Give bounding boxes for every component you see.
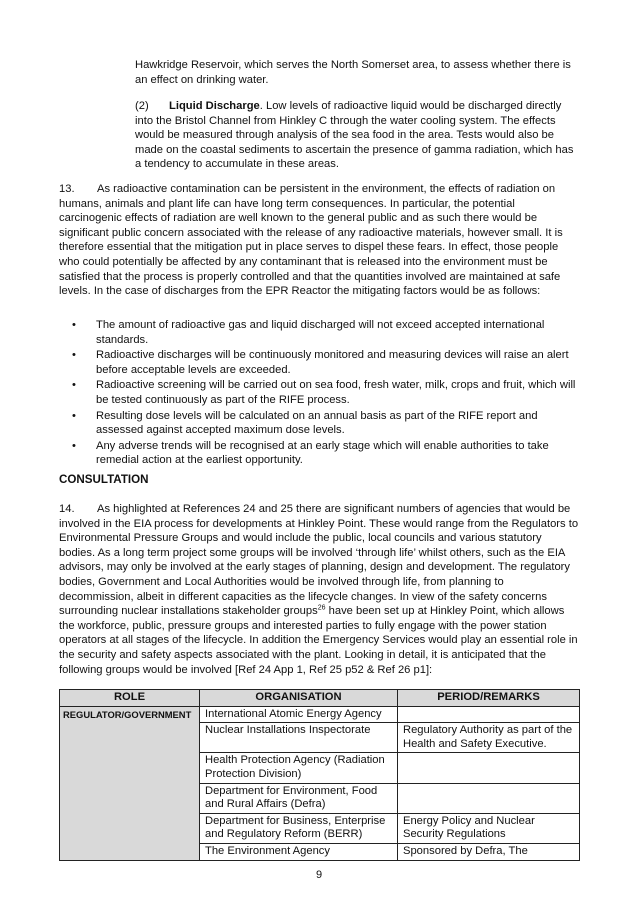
organisation-cell: Nuclear Installations Inspectorate xyxy=(200,723,398,753)
organisation-cell: Department for Business, Enterprise and Regulatory Reform (BERR) xyxy=(200,813,398,843)
mitigation-list xyxy=(59,318,579,469)
table-row xyxy=(60,706,580,723)
remarks-cell xyxy=(398,783,580,813)
section-heading: CONSULTATION xyxy=(59,473,149,486)
list-item: • Any adverse trends will be recognised at an early stage which will enable authorities to take remedial action at the earliest opportunity. xyxy=(72,439,549,467)
bullet-icon: • xyxy=(72,379,76,392)
item-number: (2) xyxy=(135,100,149,112)
organisation-cell: International Atomic Energy Agency xyxy=(200,706,398,723)
column-header-remarks: PERIOD/REMARKS xyxy=(398,690,580,707)
liquid-discharge-paragraph xyxy=(135,99,575,172)
paragraph-number: 14. xyxy=(59,503,75,515)
bullet-icon: • xyxy=(72,349,76,362)
table-header-row xyxy=(60,690,580,707)
item-title: Liquid Discharge xyxy=(169,100,260,112)
page-number: 9 xyxy=(315,869,323,881)
bullet-icon: • xyxy=(72,409,76,422)
bullet-icon: • xyxy=(72,319,76,331)
intro-paragraph: Hawkridge Reservoir, which serves the North Somerset area, to assess whether there is an effect on drinking water. xyxy=(135,59,571,86)
list-item: • Resulting dose levels will be calculated on an annual basis as part of the RIFE report and assessed against accepted maximum dose levels. xyxy=(72,409,538,437)
paragraph-14 xyxy=(59,502,579,677)
remarks-cell: Energy Policy and Nuclear Security Regulations xyxy=(398,813,580,843)
remarks-cell: Regulatory Authority as part of the Health and Safety Executive. xyxy=(398,723,580,753)
paragraph-text: As radioactive contamination can be persistent in the environment, the effects of radiation on humans, animals and plant life can have long term consequences. In particular, the potential carcinogenic effects of radiation are well known to the general public and as such there would be significant public concern associated with the release of any radioactive materials, however small. It is therefore essential that the mitigation put in place serves to dispel these fears. In effect, those people who could potentially be affected by any contaminant that is released into the environment must be satisfied that the process is properly controlled and that the quantities involved are maintained at safe levels. In the case of discharges from the EPR Reactor the mitigating factors would be as follows: xyxy=(59,183,563,298)
paragraph-text: As highlighted at References 24 and 25 there are significant numbers of agencies that would be involved in the EIA process for developments at Hinkley Point. These would range from the Regulators to Environmental Pressure Groups and would include the public, local councils and various statutory bodies. As a long term project some groups will be involved ‘through life’ whilst others, such as the EIA advisors, may only be involved at the early stages of planning, design and development. The regulatory bodies, Government and Local Authorities would be involved through life, from planning to decommission, albeit in different capacities as the lifecycle changes. In view of the safety concerns surrounding nuclear installations stakeholder groups xyxy=(59,503,579,618)
list-item: • The amount of radioactive gas and liquid discharged will not exceed accepted international standards. xyxy=(72,319,545,346)
remarks-cell xyxy=(398,753,580,783)
reference-superscript: 26 xyxy=(317,604,326,612)
role-cell: REGULATOR/GOVERNMENT xyxy=(60,706,200,860)
remarks-cell xyxy=(398,706,580,723)
paragraph-number: 13. xyxy=(59,183,75,195)
column-header-organisation: ORGANISATION xyxy=(200,690,398,707)
list-item: • Radioactive discharges will be continuously monitored and measuring devices will raise an alert before acceptable levels are exceeded. xyxy=(72,349,569,376)
column-header-role: ROLE xyxy=(60,690,200,707)
organisation-cell: Health Protection Agency (Radiation Protection Division) xyxy=(200,753,398,783)
organisation-cell: The Environment Agency xyxy=(200,843,398,860)
bullet-icon: • xyxy=(72,439,76,452)
item-text: . Low levels of radioactive liquid would be discharged directly into the Bristol Channel from Hinkley C through the water cooling system. The effects would be measured through analysis of the sea food in the area. Tests would also be made on the coastal sediments to ascertain the presence of gamma radiation, which has a tendency to accumulate in these areas. xyxy=(135,100,574,171)
organisation-cell: Department for Environment, Food and Rural Affairs (Defra) xyxy=(200,783,398,813)
paragraph-13 xyxy=(59,182,579,299)
stakeholder-table xyxy=(59,689,580,861)
paragraph-text-continued: have been set up at Hinkley Point, which allows the workforce, public, pressure groups and interested parties to fully engage with the power station operators at all stages of the lifecycle. In addition the Emergency Services would play an essential role in the security and safety aspects associated with the plant. Looking in detail, it is anticipated that the following groups would be involved [Ref 24 App 1, Ref 25 p52 & Ref 26 p1]: xyxy=(59,605,578,676)
list-item: • Radioactive screening will be carried out on sea food, fresh water, milk, crops and fruit, which will be tested continuously as part of the RIFE process. xyxy=(72,379,576,406)
remarks-cell: Sponsored by Defra, The xyxy=(398,843,580,860)
